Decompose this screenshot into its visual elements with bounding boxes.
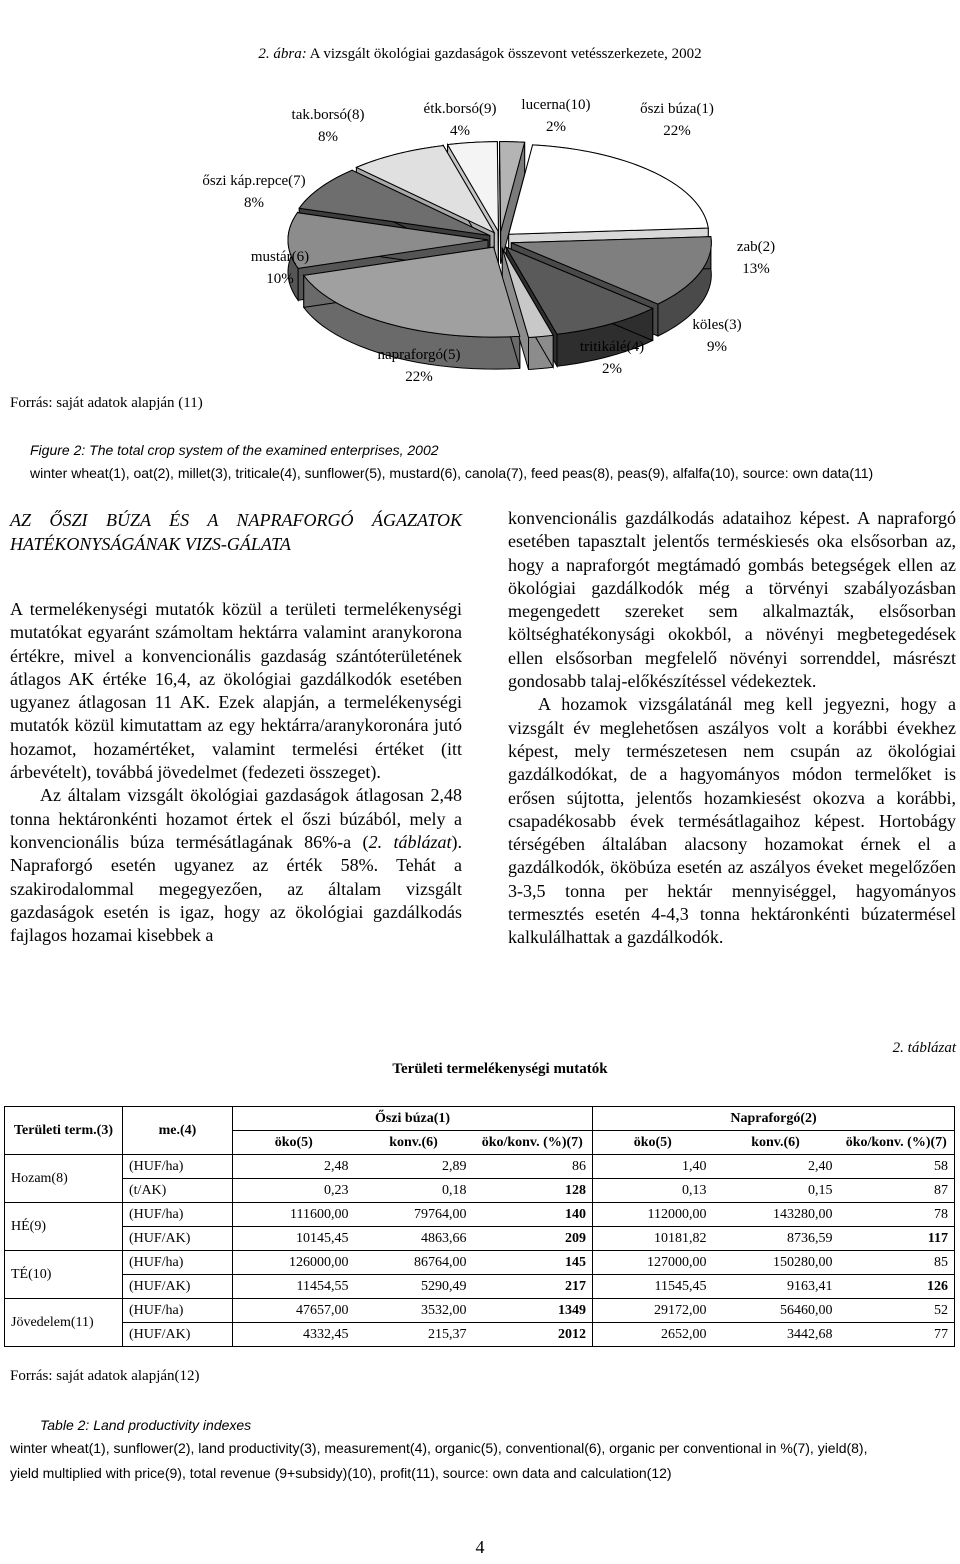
- table-cell: 52: [839, 1299, 955, 1323]
- slice-label-koles: köles(3) 9%: [692, 317, 742, 355]
- slice-label-lucerna: lucerna(10) 2%: [521, 97, 591, 135]
- table-cell: 1,40: [593, 1155, 713, 1179]
- table-cell: 117: [839, 1227, 955, 1251]
- page-number: 4: [475, 1537, 485, 1557]
- table-row: [5, 1155, 955, 1179]
- table-cell: 2,40: [713, 1155, 839, 1179]
- pie-chart: [0, 0, 960, 430]
- header-me: me.(4): [123, 1107, 233, 1155]
- table-cell: 77: [839, 1323, 955, 1347]
- table-cell: 0,23: [233, 1179, 355, 1203]
- table-cell: 86: [473, 1155, 593, 1179]
- table-cell: 2,48: [233, 1155, 355, 1179]
- table-row: [5, 1299, 955, 1323]
- table-cell: 10145,45: [233, 1227, 355, 1251]
- header-konv: konv.(6): [389, 1134, 438, 1150]
- table-cell: 217: [473, 1275, 593, 1299]
- row-unit: (HUF/AK): [123, 1227, 233, 1251]
- right-paragraph-1: konvencionális gazdálkodás adataihoz képest. A napraforgó esetében tapasztalt jelentős terméskiesés oka elsősorban az, hogy a napraforgót megtámadó gombás betegségek ellen az ökológiai gazdálkodók még a törvényi szabályozásban megengedett szereket sem alkalmazták, elsősorban költséghatékonysági okokból, a növényi megbetegedések ellen elsősorban megfelelő növényi sorrenddel, másrészt gondosabb talaj-előkészítéssel védekeztek.: [508, 508, 956, 692]
- table-cell: 11545,45: [593, 1275, 713, 1299]
- section-heading: AZ ŐSZI BÚZA ÉS A NAPRAFORGÓ ÁGAZATOK HATÉKONYSÁGÁNAK VIZS-GÁLATA: [10, 510, 462, 554]
- row-group-label: Jövedelem(11): [5, 1299, 123, 1347]
- table-cell: 11454,55: [233, 1275, 355, 1299]
- table-cell: 4863,66: [355, 1227, 473, 1251]
- table-cell: 78: [839, 1203, 955, 1227]
- table-cell: 79764,00: [355, 1203, 473, 1227]
- table-cell: 127000,00: [593, 1251, 713, 1275]
- table-cell: 29172,00: [593, 1299, 713, 1323]
- header-konv: konv.(6): [751, 1134, 800, 1150]
- table-cell: 209: [473, 1227, 593, 1251]
- table-cell: 215,37: [355, 1323, 473, 1347]
- header-sunflower: Napraforgó(2): [593, 1107, 955, 1131]
- row-group-label: Hozam(8): [5, 1155, 123, 1203]
- row-unit: (HUF/ha): [123, 1155, 233, 1179]
- table-cell: 3442,68: [713, 1323, 839, 1347]
- header-wheat: Őszi búza(1): [233, 1107, 593, 1131]
- slice-label-oszi-buza: őszi búza(1) 22%: [640, 101, 714, 139]
- row-unit: (t/AK): [123, 1179, 233, 1203]
- figure-number: 2. ábra:: [258, 46, 307, 62]
- header-area: Területi term.(3): [5, 1107, 123, 1155]
- slice-label-napraforgo: napraforgó(5) 22%: [377, 347, 461, 385]
- right-paragraph-2: A hozamok vizsgálatánál meg kell jegyezni, hogy a vizsgált év meglehetősen aszályos volt a korábbi évekhez képest, mely természetesen nem csupán az ökológiai gazdálkodókat, de a hagyományos módon termelőket is erősen sújtotta, jelentős hozamkiesést okozva a korábbi, csapadékosabb évek termésátlagaihoz képest. Hortobágy térségében általában alacsony hozamokat érnek el a gazdálkodók, ököbúza esetén az aszályos éveket megelőzően 3-3,5 tonna per hektár mennyiséggel, hagyományos termesztés esetén 4-4,3 tonna hektáronkénti búzatermésel kalkulálhattak a gazdálkodók.: [508, 694, 956, 948]
- table-cell: 0,15: [713, 1179, 839, 1203]
- table-cell: 4332,45: [233, 1323, 355, 1347]
- table-cell: 1349: [473, 1299, 593, 1323]
- table-cell: 85: [839, 1251, 955, 1275]
- right-column: [508, 507, 956, 950]
- left-paragraph-1: A termelékenységi mutatók közül a területi termelékenységi mutatókat egyaránt számoltam hektárra valamint aranykorona értékre, mivel a konvencionális gazdaság szántóterületének átlagos AK értéke 16,4, az ökológiai gazdálkodók esetében ugyanez átlagosan 11 AK. Ezek alapján, a termelékenységi mutatók közül kimutattam az egy hektárra/aranykoronára jutó hozamot, hozamértéket, valamint termelési értéket (itt árbevételt), továbbá jövedelmet (fedezeti összeget).: [10, 599, 462, 783]
- row-unit: (HUF/ha): [123, 1251, 233, 1275]
- row-group-label: TÉ(10): [5, 1251, 123, 1299]
- table-cell: 5290,49: [355, 1275, 473, 1299]
- table-cell: 58: [839, 1155, 955, 1179]
- slice-label-mustar: mustár(6) 10%: [250, 249, 310, 287]
- figure-title-text: A vizsgált ökológiai gazdaságok összevont vetésszerkezete, 2002: [309, 46, 702, 62]
- slice-label-etk-borso: étk.borsó(9) 4%: [423, 101, 497, 139]
- slice-label-tritikale: tritikálé(4) 2%: [579, 339, 645, 377]
- table-cell: 150280,00: [713, 1251, 839, 1275]
- table-cell: 112000,00: [593, 1203, 713, 1227]
- table-cell: 0,18: [355, 1179, 473, 1203]
- table-cell: 2,89: [355, 1155, 473, 1179]
- table-cell: 8736,59: [713, 1227, 839, 1251]
- table-cell: 143280,00: [713, 1203, 839, 1227]
- table-cell: 47657,00: [233, 1299, 355, 1323]
- left-column: [10, 598, 462, 947]
- row-unit: (HUF/AK): [123, 1275, 233, 1299]
- productivity-table: [4, 1106, 955, 1347]
- table-cell: 0,13: [593, 1179, 713, 1203]
- table-source: Forrás: saját adatok alapján(12): [10, 1368, 200, 1384]
- table-number: 2. táblázat: [892, 1040, 956, 1056]
- table-cell: 2652,00: [593, 1323, 713, 1347]
- table-reference: 2. táblázat: [368, 831, 452, 852]
- table-row: [5, 1203, 955, 1227]
- table-cell: 111600,00: [233, 1203, 355, 1227]
- table-cell: 2012: [473, 1323, 593, 1347]
- table-row: [5, 1275, 955, 1299]
- table-row: [5, 1179, 955, 1203]
- row-group-label: HÉ(9): [5, 1203, 123, 1251]
- table-caption-en: Table 2: Land productivity indexes: [40, 1417, 252, 1433]
- table-row: [5, 1323, 955, 1347]
- header-ratio: öko/konv. (%)(7): [473, 1131, 593, 1155]
- table-cell: 10181,82: [593, 1227, 713, 1251]
- left-paragraph-2: Az általam vizsgált ökológiai gazdaságok átlagosan 2,48 tonna hektáronkénti hozamot értek el őszi búzából, mely a konvencionális búza termésátlagának 86%-a (2. táblázat). Napraforgó esetén ugyanez az érték 58%. Tehát a szakirodalommal megegyezően, az általam vizsgált gazdaságok esetén is igaz, hogy az ökológiai gazdálkodás fajlagos hozamai kisebbek a: [10, 785, 462, 946]
- row-unit: (HUF/ha): [123, 1203, 233, 1227]
- table-cell: 145: [473, 1251, 593, 1275]
- table-cell: 126: [839, 1275, 955, 1299]
- table-legend-en-1: winter wheat(1), sunflower(2), land productivity(3), measurement(4), organic(5), conventional(6), organic per conventional in %(7), yield(8),: [10, 1440, 868, 1456]
- table-cell: 56460,00: [713, 1299, 839, 1323]
- row-unit: (HUF/ha): [123, 1299, 233, 1323]
- table-body: [5, 1155, 955, 1347]
- header-ratio: öko/konv. (%)(7): [839, 1131, 955, 1155]
- table-cell: 86764,00: [355, 1251, 473, 1275]
- header-oko: öko(5): [274, 1134, 313, 1150]
- slice-label-tak-borso: tak.borsó(8) 8%: [291, 107, 365, 145]
- slice-label-repce: őszi káp.repce(7) 8%: [202, 173, 306, 211]
- row-unit: (HUF/AK): [123, 1323, 233, 1347]
- table-title: Területi termelékenységi mutatók: [392, 1061, 608, 1077]
- table-cell: 9163,41: [713, 1275, 839, 1299]
- table-row: [5, 1251, 955, 1275]
- table-cell: 3532,00: [355, 1299, 473, 1323]
- table-cell: 87: [839, 1179, 955, 1203]
- pie-slice: [509, 145, 709, 234]
- figure-legend-en: winter wheat(1), oat(2), millet(3), triticale(4), sunflower(5), mustard(6), canola(7), feed peas(8), peas(9), alfalfa(10), source: own data(11): [30, 465, 874, 481]
- table-row: [5, 1227, 955, 1251]
- table-cell: 140: [473, 1203, 593, 1227]
- slice-label-zab: zab(2) 13%: [736, 239, 776, 277]
- table-cell: 128: [473, 1179, 593, 1203]
- table-cell: 126000,00: [233, 1251, 355, 1275]
- figure-caption-en: Figure 2: The total crop system of the examined enterprises, 2002: [30, 442, 439, 458]
- figure-source: Forrás: saját adatok alapján (11): [10, 395, 203, 411]
- table-legend-en-2: yield multiplied with price(9), total revenue (9+subsidy)(10), profit(11), source: own data and calculation(12): [10, 1465, 672, 1481]
- header-oko: öko(5): [633, 1134, 672, 1150]
